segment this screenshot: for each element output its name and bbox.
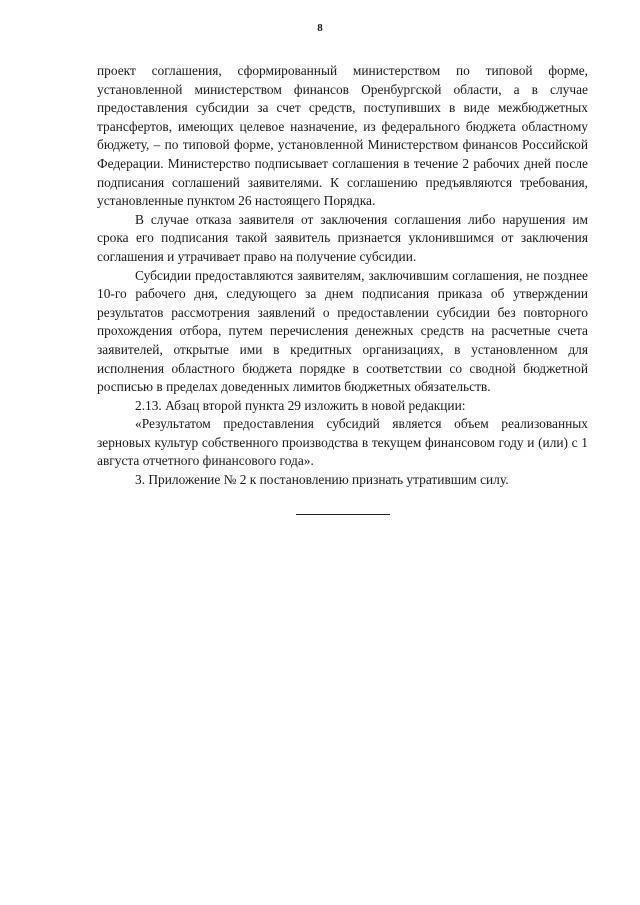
paragraph-refusal: В случае отказа заявителя от заключения соглашения либо нарушения им срока его подписания такой заявитель признается уклонившимся от заключения соглашения и утрачивает право на получение субсидии. bbox=[97, 211, 588, 264]
paragraph-quoted-result: «Результатом предоставления субсидий является объем реализованных зерновых культур собственного производства в текущем финансовом году и (или) с 1 августа отчетного финансового года». bbox=[97, 416, 588, 469]
page-number: 8 bbox=[317, 22, 323, 34]
paragraph-agreement-draft: проект соглашения, сформированный министерством по типовой форме, установленной министерством финансов Оренбургской области, а в случае предоставления субсидии за счет средств, поступивших в виде межбюджетных трансфертов, имеющих целевое назначение, из федерального бюджета областному бюджету, – по типовой форме, установленной Министерством финансов Российской Федерации. Министерство подписывает соглашения в течение 2 рабочих дней после подписания соглашений заявителями. К соглашению предъявляются требования, установленные пунктом 26 настоящего Порядка. bbox=[97, 63, 588, 209]
closing-divider-line bbox=[296, 514, 390, 515]
document-body bbox=[97, 62, 588, 490]
paragraph-amendment-2-13: 2.13. Абзац второй пункта 29 изложить в новой редакции: bbox=[135, 397, 466, 413]
paragraph-subsidy-provision: Субсидии предоставляются заявителям, заключившим соглашения, не позднее 10-го рабочего дня, следующего за днем подписания приказа об утверждении результатов рассмотрения заявлений о предоставлении субсидии без повторного прохождения отбора, путем перечисления денежных средств на расчетные счета заявителей, открытые ими в кредитных организациях, в установленном для исполнения областного бюджета порядке в соответствии со сводной бюджетной росписью в пределах доведенных лимитов бюджетных обязательств. bbox=[97, 267, 588, 395]
paragraph-appendix-repeal: 3. Приложение № 2 к постановлению признать утратившим силу. bbox=[135, 472, 509, 488]
